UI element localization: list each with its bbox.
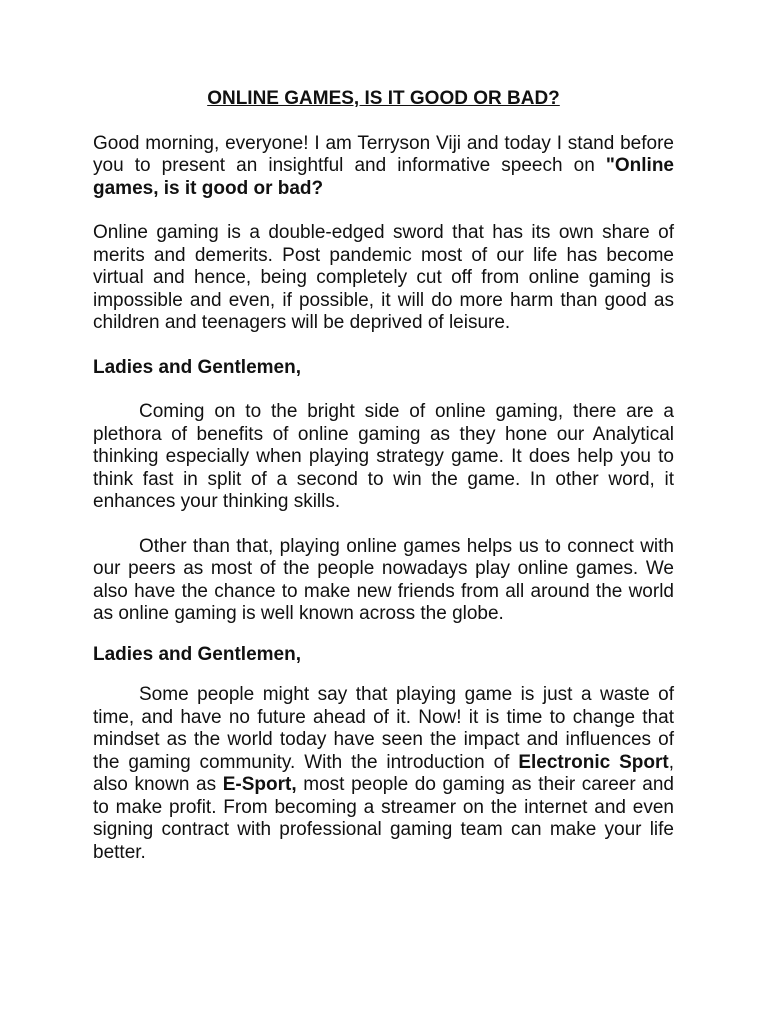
- career-text: most people do gaming as their career and to make profit. From becoming a streamer on the internet and even signing contract with professional gaming team can make your life better.: [93, 774, 674, 863]
- esport-bold: E-Sport,: [222, 774, 297, 795]
- document-page: [93, 88, 674, 864]
- salutation-heading: Ladies and Gentlemen,: [93, 643, 301, 665]
- intro-text: Good morning, everyone! I am Terryson Viji and today I stand before you to present an insightful and informative speech on: [93, 132, 674, 176]
- salutation-heading: Ladies and Gentlemen,: [93, 356, 301, 378]
- career-paragraph: [93, 684, 674, 864]
- electronic-sport-bold: Electronic Sport: [518, 751, 669, 773]
- career-text: , also known as: [93, 751, 675, 795]
- intro-paragraph: [93, 133, 674, 201]
- document-title: ONLINE GAMES, IS IT GOOD OR BAD?: [207, 88, 560, 109]
- intro-topic-bold: "Online games, is it good or bad?: [93, 155, 674, 199]
- merits-paragraph: Online gaming is a double-edged sword that has its own share of merits and demerits. Post pandemic most of our life has become virtual and hence, being completely cut off from online gaming is impossible and even, if possible, it will do more harm than good as children and teenagers will be deprived of leisure.: [93, 222, 674, 333]
- career-text: Some people might say that playing game is just a waste of time, and have no future ahead of it. Now! it is time to change that mindset as the world today have seen the impact and influences of the gaming community. With the introduction of: [93, 684, 674, 773]
- connect-paragraph: Other than that, playing online games helps us to connect with our peers as most of the people nowadays play online games. We also have the chance to make new friends from all around the world as online gaming is well known across the globe.: [93, 535, 674, 624]
- bright-side-paragraph: Coming on to the bright side of online gaming, there are a plethora of benefits of online gaming as they hone our Analytical thinking especially when playing strategy game. It does help you to think fast in split of a second to win the game. In other word, it enhances your thinking skills.: [93, 401, 674, 512]
